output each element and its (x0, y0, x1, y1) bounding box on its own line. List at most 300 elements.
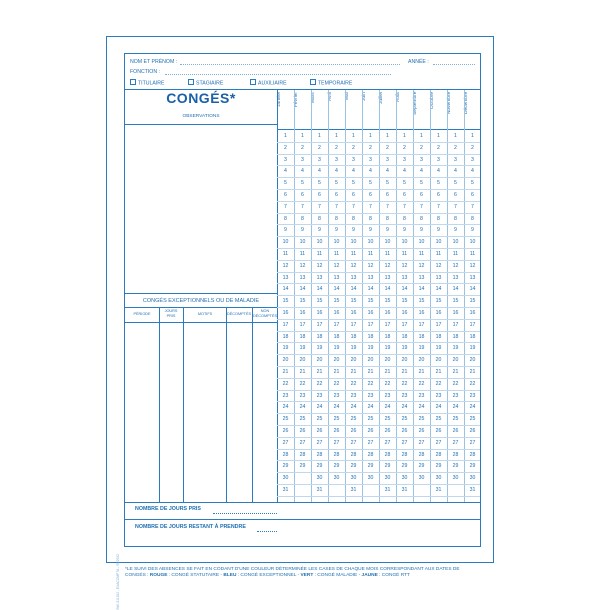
day-cell[interactable]: 4 (284, 168, 287, 175)
day-cell[interactable]: 30 (316, 475, 323, 482)
day-cell[interactable]: 6 (318, 192, 321, 198)
day-cell[interactable]: 9 (369, 227, 372, 234)
day-cell[interactable]: 29 (350, 463, 357, 470)
day-cell[interactable]: 18 (350, 333, 357, 340)
day-cell[interactable]: 11 (469, 251, 476, 257)
day-cell[interactable]: 20 (452, 357, 459, 364)
day-cell[interactable]: 10 (350, 239, 357, 246)
checkbox-icon[interactable] (310, 79, 316, 85)
day-cell[interactable]: 2 (420, 144, 423, 151)
day-cell[interactable]: 8 (454, 215, 457, 222)
day-cell[interactable]: 5 (403, 180, 406, 187)
day-cell[interactable]: 30 (401, 475, 408, 482)
day-cell[interactable]: 12 (299, 262, 306, 269)
day-cell[interactable]: 27 (316, 439, 323, 446)
day-cell[interactable]: 24 (367, 404, 374, 411)
day-cell[interactable]: 24 (299, 404, 306, 411)
day-cell[interactable]: 4 (318, 168, 321, 175)
day-cell[interactable]: 12 (384, 262, 391, 269)
day-cell[interactable]: 22 (350, 380, 357, 387)
day-cell[interactable]: 18 (282, 333, 289, 340)
day-cell[interactable]: 26 (384, 428, 391, 434)
day-cell[interactable]: 24 (282, 404, 289, 411)
day-cell[interactable]: 5 (284, 180, 287, 187)
day-cell[interactable]: 14 (401, 286, 408, 293)
day-cell[interactable]: 15 (384, 298, 391, 305)
day-cell[interactable]: 9 (454, 227, 457, 234)
day-cell[interactable]: 1 (437, 133, 440, 139)
day-cell[interactable]: 19 (367, 345, 374, 352)
day-cell[interactable]: 21 (401, 369, 408, 375)
day-cell[interactable]: 16 (350, 310, 357, 316)
day-cell[interactable]: 19 (282, 345, 289, 352)
day-cell[interactable]: 6 (335, 192, 338, 198)
day-cell[interactable]: 17 (435, 321, 442, 328)
day-cell[interactable]: 2 (403, 144, 406, 151)
day-cell[interactable]: 9 (318, 227, 321, 234)
day-cell[interactable]: 14 (418, 286, 425, 293)
day-cell[interactable]: 5 (352, 180, 355, 187)
day-cell[interactable]: 13 (452, 274, 459, 281)
day-cell[interactable]: 16 (367, 310, 374, 316)
day-cell[interactable]: 6 (369, 192, 372, 198)
day-cell[interactable]: 14 (282, 286, 289, 293)
day-cell[interactable]: 18 (401, 333, 408, 340)
day-cell[interactable]: 16 (469, 310, 476, 316)
day-cell[interactable]: 16 (384, 310, 391, 316)
day-cell[interactable]: 24 (384, 404, 391, 411)
day-cell[interactable]: 30 (367, 475, 374, 482)
day-cell[interactable]: 17 (333, 321, 340, 328)
day-cell[interactable]: 15 (401, 298, 408, 305)
day-cell[interactable]: 21 (384, 369, 391, 375)
day-cell[interactable]: 17 (299, 321, 306, 328)
day-cell[interactable]: 17 (452, 321, 459, 328)
day-cell[interactable]: 8 (437, 215, 440, 222)
day-cell[interactable]: 14 (435, 286, 442, 293)
day-cell[interactable]: 17 (384, 321, 391, 328)
day-cell[interactable]: 25 (452, 416, 459, 423)
day-cell[interactable]: 20 (469, 357, 476, 364)
day-cell[interactable]: 24 (418, 404, 425, 411)
day-cell[interactable]: 8 (352, 215, 355, 222)
day-cell[interactable]: 19 (299, 345, 306, 352)
day-cell[interactable]: 27 (299, 439, 306, 446)
day-cell[interactable]: 8 (386, 215, 389, 222)
day-cell[interactable]: 22 (299, 380, 306, 387)
day-cell[interactable]: 28 (333, 451, 340, 458)
day-cell[interactable]: 9 (403, 227, 406, 234)
day-cell[interactable]: 30 (452, 475, 459, 482)
day-cell[interactable]: 19 (435, 345, 442, 352)
day-cell[interactable]: 2 (454, 144, 457, 151)
day-cell[interactable]: 30 (435, 475, 442, 482)
day-cell[interactable]: 10 (299, 239, 306, 246)
day-cell[interactable]: 7 (318, 203, 321, 210)
day-cell[interactable]: 28 (418, 451, 425, 458)
day-cell[interactable]: 1 (318, 133, 321, 139)
day-cell[interactable]: 21 (469, 369, 476, 375)
day-cell[interactable]: 31 (384, 487, 391, 493)
day-cell[interactable]: 21 (299, 369, 306, 375)
day-cell[interactable]: 13 (282, 274, 289, 281)
day-cell[interactable]: 31 (316, 487, 323, 493)
day-cell[interactable]: 13 (418, 274, 425, 281)
day-cell[interactable]: 16 (333, 310, 340, 316)
day-cell[interactable]: 25 (350, 416, 357, 423)
day-cell[interactable]: 8 (301, 215, 304, 222)
day-cell[interactable]: 16 (452, 310, 459, 316)
day-cell[interactable]: 14 (469, 286, 476, 293)
day-cell[interactable]: 8 (369, 215, 372, 222)
day-cell[interactable]: 29 (384, 463, 391, 470)
day-cell[interactable]: 27 (282, 439, 289, 446)
day-cell[interactable]: 14 (350, 286, 357, 293)
day-cell[interactable]: 23 (282, 392, 289, 399)
day-cell[interactable]: 17 (282, 321, 289, 328)
day-cell[interactable]: 17 (316, 321, 323, 328)
day-cell[interactable]: 30 (333, 475, 340, 482)
day-cell[interactable]: 26 (299, 428, 306, 434)
day-cell[interactable]: 24 (469, 404, 476, 411)
day-cell[interactable]: 14 (384, 286, 391, 293)
day-cell[interactable]: 16 (401, 310, 408, 316)
day-cell[interactable]: 23 (299, 392, 306, 399)
day-cell[interactable]: 25 (435, 416, 442, 423)
day-cell[interactable]: 11 (384, 251, 391, 257)
day-cell[interactable]: 12 (435, 262, 442, 269)
day-cell[interactable]: 29 (316, 463, 323, 470)
days-remaining-field[interactable] (257, 531, 277, 532)
day-cell[interactable]: 10 (282, 239, 289, 246)
day-cell[interactable]: 28 (316, 451, 323, 458)
day-cell[interactable]: 5 (437, 180, 440, 187)
day-cell[interactable]: 23 (333, 392, 340, 399)
day-cell[interactable]: 16 (299, 310, 306, 316)
day-cell[interactable]: 1 (454, 133, 457, 139)
day-cell[interactable]: 9 (284, 227, 287, 234)
day-cell[interactable]: 20 (418, 357, 425, 364)
day-cell[interactable]: 6 (386, 192, 389, 198)
day-cell[interactable]: 26 (418, 428, 425, 434)
day-cell[interactable]: 2 (437, 144, 440, 151)
day-cell[interactable]: 10 (469, 239, 476, 246)
day-cell[interactable]: 9 (437, 227, 440, 234)
day-cell[interactable]: 29 (401, 463, 408, 470)
day-cell[interactable]: 26 (350, 428, 357, 434)
day-cell[interactable]: 3 (284, 156, 287, 163)
day-cell[interactable]: 28 (384, 451, 391, 458)
day-cell[interactable]: 7 (437, 203, 440, 210)
day-cell[interactable]: 15 (282, 298, 289, 305)
day-cell[interactable]: 8 (420, 215, 423, 222)
day-cell[interactable]: 6 (403, 192, 406, 198)
day-cell[interactable]: 17 (418, 321, 425, 328)
day-cell[interactable]: 19 (401, 345, 408, 352)
day-cell[interactable]: 3 (369, 156, 372, 163)
day-cell[interactable]: 3 (454, 156, 457, 163)
day-cell[interactable]: 23 (435, 392, 442, 399)
day-cell[interactable]: 25 (401, 416, 408, 423)
day-cell[interactable]: 17 (367, 321, 374, 328)
day-cell[interactable]: 5 (454, 180, 457, 187)
day-cell[interactable]: 18 (452, 333, 459, 340)
day-cell[interactable]: 18 (367, 333, 374, 340)
day-cell[interactable]: 3 (352, 156, 355, 163)
day-cell[interactable]: 8 (318, 215, 321, 222)
status-option-stagiaire[interactable]: STAGIAIRE (188, 79, 223, 87)
day-cell[interactable]: 5 (335, 180, 338, 187)
day-cell[interactable]: 7 (386, 203, 389, 210)
status-option-temporaire[interactable]: TEMPORAIRE (310, 79, 352, 87)
day-cell[interactable]: 19 (316, 345, 323, 352)
day-cell[interactable]: 2 (369, 144, 372, 151)
day-cell[interactable]: 22 (418, 380, 425, 387)
day-cell[interactable]: 18 (333, 333, 340, 340)
day-cell[interactable]: 1 (471, 133, 474, 139)
checkbox-icon[interactable] (130, 79, 136, 85)
day-cell[interactable]: 11 (452, 251, 459, 257)
day-cell[interactable]: 13 (469, 274, 476, 281)
day-cell[interactable]: 7 (301, 203, 304, 210)
day-cell[interactable]: 28 (350, 451, 357, 458)
day-cell[interactable]: 2 (301, 144, 304, 151)
day-cell[interactable]: 17 (469, 321, 476, 328)
day-cell[interactable]: 10 (452, 239, 459, 246)
day-cell[interactable]: 22 (367, 380, 374, 387)
day-cell[interactable]: 28 (299, 451, 306, 458)
day-cell[interactable]: 12 (282, 262, 289, 269)
day-cell[interactable]: 21 (282, 369, 289, 375)
day-cell[interactable]: 6 (454, 192, 457, 198)
day-cell[interactable]: 24 (435, 404, 442, 411)
day-cell[interactable]: 20 (384, 357, 391, 364)
day-cell[interactable]: 6 (437, 192, 440, 198)
day-cell[interactable]: 26 (333, 428, 340, 434)
day-cell[interactable]: 3 (318, 156, 321, 163)
day-cell[interactable]: 3 (403, 156, 406, 163)
day-cell[interactable]: 10 (367, 239, 374, 246)
day-cell[interactable]: 14 (316, 286, 323, 293)
day-cell[interactable]: 17 (350, 321, 357, 328)
day-cell[interactable]: 29 (435, 463, 442, 470)
day-cell[interactable]: 14 (367, 286, 374, 293)
checkbox-icon[interactable] (250, 79, 256, 85)
day-cell[interactable]: 12 (401, 262, 408, 269)
day-cell[interactable]: 12 (333, 262, 340, 269)
status-option-titulaire[interactable]: TITULAIRE (130, 79, 165, 87)
day-cell[interactable]: 4 (301, 168, 304, 175)
day-cell[interactable]: 13 (333, 274, 340, 281)
day-cell[interactable]: 11 (418, 251, 425, 257)
day-cell[interactable]: 22 (333, 380, 340, 387)
day-cell[interactable]: 20 (401, 357, 408, 364)
day-cell[interactable]: 1 (284, 133, 287, 139)
day-cell[interactable]: 9 (352, 227, 355, 234)
day-cell[interactable]: 25 (367, 416, 374, 423)
day-cell[interactable]: 30 (469, 475, 476, 482)
day-cell[interactable]: 21 (350, 369, 357, 375)
day-cell[interactable]: 22 (384, 380, 391, 387)
day-cell[interactable]: 21 (367, 369, 374, 375)
day-cell[interactable]: 7 (454, 203, 457, 210)
day-cell[interactable]: 19 (333, 345, 340, 352)
day-cell[interactable]: 24 (316, 404, 323, 411)
day-cell[interactable]: 14 (333, 286, 340, 293)
day-cell[interactable]: 20 (282, 357, 289, 364)
day-cell[interactable]: 12 (367, 262, 374, 269)
day-cell[interactable]: 9 (420, 227, 423, 234)
year-field[interactable] (433, 64, 475, 65)
day-cell[interactable]: 14 (299, 286, 306, 293)
day-cell[interactable]: 22 (469, 380, 476, 387)
day-cell[interactable]: 31 (401, 487, 408, 493)
day-cell[interactable]: 12 (316, 262, 323, 269)
day-cell[interactable]: 26 (282, 428, 289, 434)
day-cell[interactable]: 10 (418, 239, 425, 246)
day-cell[interactable]: 28 (469, 451, 476, 458)
day-cell[interactable]: 23 (469, 392, 476, 399)
day-cell[interactable]: 1 (403, 133, 406, 139)
day-cell[interactable]: 23 (367, 392, 374, 399)
day-cell[interactable]: 16 (435, 310, 442, 316)
day-cell[interactable]: 19 (384, 345, 391, 352)
day-cell[interactable]: 7 (403, 203, 406, 210)
day-cell[interactable]: 27 (418, 439, 425, 446)
day-cell[interactable]: 23 (452, 392, 459, 399)
day-cell[interactable]: 5 (301, 180, 304, 187)
name-field[interactable] (180, 64, 400, 65)
day-cell[interactable]: 1 (301, 133, 304, 139)
day-cell[interactable]: 13 (367, 274, 374, 281)
day-cell[interactable]: 28 (452, 451, 459, 458)
day-cell[interactable]: 30 (384, 475, 391, 482)
day-cell[interactable]: 30 (350, 475, 357, 482)
day-cell[interactable]: 19 (350, 345, 357, 352)
day-cell[interactable]: 23 (401, 392, 408, 399)
day-cell[interactable]: 29 (299, 463, 306, 470)
day-cell[interactable]: 27 (384, 439, 391, 446)
day-cell[interactable]: 5 (369, 180, 372, 187)
day-cell[interactable]: 13 (401, 274, 408, 281)
day-cell[interactable]: 11 (299, 251, 306, 257)
day-cell[interactable]: 30 (418, 475, 425, 482)
day-cell[interactable]: 18 (316, 333, 323, 340)
day-cell[interactable]: 10 (384, 239, 391, 246)
day-cell[interactable]: 21 (435, 369, 442, 375)
day-cell[interactable]: 1 (335, 133, 338, 139)
day-cell[interactable]: 7 (420, 203, 423, 210)
day-cell[interactable]: 2 (318, 144, 321, 151)
day-cell[interactable]: 20 (435, 357, 442, 364)
day-cell[interactable]: 26 (367, 428, 374, 434)
day-cell[interactable]: 13 (384, 274, 391, 281)
day-cell[interactable]: 21 (452, 369, 459, 375)
day-cell[interactable]: 4 (403, 168, 406, 175)
day-cell[interactable]: 28 (367, 451, 374, 458)
day-cell[interactable]: 8 (284, 215, 287, 222)
day-cell[interactable]: 29 (282, 463, 289, 470)
day-cell[interactable]: 19 (469, 345, 476, 352)
day-cell[interactable]: 27 (452, 439, 459, 446)
day-cell[interactable]: 4 (335, 168, 338, 175)
day-cell[interactable]: 15 (350, 298, 357, 305)
day-cell[interactable]: 15 (299, 298, 306, 305)
day-cell[interactable]: 18 (418, 333, 425, 340)
day-cell[interactable]: 7 (284, 203, 287, 210)
day-cell[interactable]: 29 (367, 463, 374, 470)
day-cell[interactable]: 27 (333, 439, 340, 446)
day-cell[interactable]: 8 (335, 215, 338, 222)
day-cell[interactable]: 13 (350, 274, 357, 281)
day-cell[interactable]: 7 (369, 203, 372, 210)
day-cell[interactable]: 15 (316, 298, 323, 305)
day-cell[interactable]: 2 (471, 144, 474, 151)
day-cell[interactable]: 25 (384, 416, 391, 423)
day-cell[interactable]: 28 (435, 451, 442, 458)
day-cell[interactable]: 4 (352, 168, 355, 175)
day-cell[interactable]: 1 (386, 133, 389, 139)
day-cell[interactable]: 25 (282, 416, 289, 423)
days-taken-field[interactable] (213, 513, 277, 514)
day-cell[interactable]: 25 (418, 416, 425, 423)
day-cell[interactable]: 31 (469, 487, 476, 493)
day-cell[interactable]: 4 (369, 168, 372, 175)
day-cell[interactable]: 11 (401, 251, 408, 257)
day-cell[interactable]: 25 (316, 416, 323, 423)
day-cell[interactable]: 16 (418, 310, 425, 316)
day-cell[interactable]: 13 (299, 274, 306, 281)
day-cell[interactable]: 28 (401, 451, 408, 458)
day-cell[interactable]: 24 (350, 404, 357, 411)
day-cell[interactable]: 13 (316, 274, 323, 281)
day-cell[interactable]: 11 (282, 251, 289, 257)
day-cell[interactable]: 22 (435, 380, 442, 387)
day-cell[interactable]: 23 (316, 392, 323, 399)
day-cell[interactable]: 1 (352, 133, 355, 139)
day-cell[interactable]: 31 (435, 487, 442, 493)
day-cell[interactable]: 27 (367, 439, 374, 446)
day-cell[interactable]: 4 (386, 168, 389, 175)
day-cell[interactable]: 29 (469, 463, 476, 470)
day-cell[interactable]: 27 (350, 439, 357, 446)
day-cell[interactable]: 24 (333, 404, 340, 411)
day-cell[interactable]: 23 (418, 392, 425, 399)
day-cell[interactable]: 11 (350, 251, 357, 257)
day-cell[interactable]: 5 (386, 180, 389, 187)
day-cell[interactable]: 11 (435, 251, 442, 257)
day-cell[interactable]: 29 (418, 463, 425, 470)
day-cell[interactable]: 31 (282, 487, 289, 493)
day-cell[interactable]: 7 (335, 203, 338, 210)
day-cell[interactable]: 5 (420, 180, 423, 187)
day-cell[interactable]: 5 (318, 180, 321, 187)
day-cell[interactable]: 20 (350, 357, 357, 364)
day-cell[interactable]: 20 (333, 357, 340, 364)
day-cell[interactable]: 15 (452, 298, 459, 305)
day-cell[interactable]: 1 (369, 133, 372, 139)
day-cell[interactable]: 26 (469, 428, 476, 434)
day-cell[interactable]: 3 (335, 156, 338, 163)
day-cell[interactable]: 15 (418, 298, 425, 305)
day-cell[interactable]: 11 (316, 251, 323, 257)
day-cell[interactable]: 2 (386, 144, 389, 151)
day-cell[interactable]: 4 (454, 168, 457, 175)
day-cell[interactable]: 2 (352, 144, 355, 151)
day-cell[interactable]: 12 (350, 262, 357, 269)
day-cell[interactable]: 27 (469, 439, 476, 446)
day-cell[interactable]: 23 (384, 392, 391, 399)
